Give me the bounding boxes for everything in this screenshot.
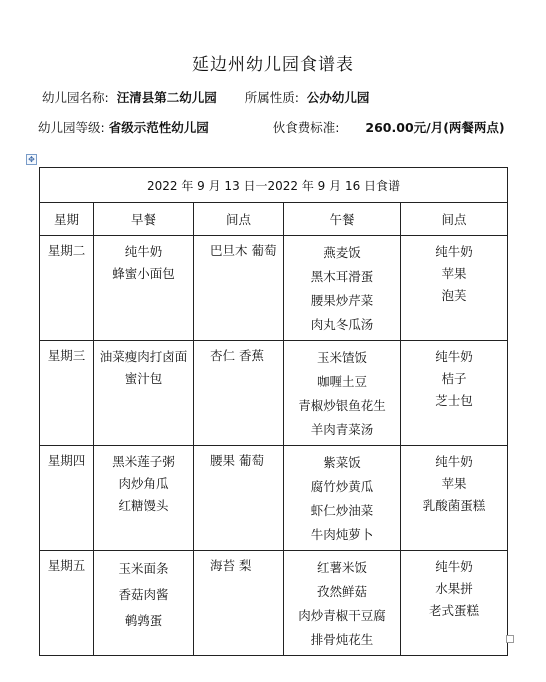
snack-2-cell [401,446,508,551]
lunch-cell [284,551,401,656]
lunch-item: 青椒炒银鱼花生 [298,398,386,413]
breakfast-item: 纯牛奶 [124,244,163,259]
breakfast-cell [94,341,194,446]
page-title: 延边州幼儿园食谱表 [192,55,354,75]
lunch-item: 排骨炖花生 [310,632,374,647]
header-lunch: 午餐 [284,203,401,236]
lunch-cell [284,446,401,551]
lunch-item: 红薯米饭 [316,560,367,575]
lunch-item: 黑木耳滑蛋 [310,269,374,284]
breakfast-cell [94,446,194,551]
nature-value: 公办幼儿园 [306,90,370,105]
snack-2-item: 老式蛋糕 [429,603,480,618]
lunch-item: 肉炒青椒干豆腐 [298,608,386,623]
breakfast-item: 玉米面条 [118,561,169,576]
header-snack-1: 间点 [194,203,284,236]
snack-2-item: 芝士包 [435,393,473,408]
info-row-2 [38,118,505,136]
nature-label: 所属性质: [244,90,299,105]
lunch-cell [284,236,401,341]
grade-label: 幼儿园等级: [38,120,105,135]
date-row [40,168,508,203]
lunch-item: 玉米馇饭 [316,350,367,365]
day-cell: 星期三 [40,341,94,446]
snack-2-item: 苹果 [441,476,467,491]
info-row-1 [42,88,369,106]
lunch-item: 虾仁炒油菜 [310,503,374,518]
day-cell: 星期二 [40,236,94,341]
snack-2-item: 纯牛奶 [435,559,473,574]
lunch-item: 腐竹炒黄瓜 [310,479,374,494]
fee-value: 260.00元/月(两餐两点) [365,120,505,135]
table-row [40,446,508,551]
day-cell: 星期五 [40,551,94,656]
kindergarten-label: 幼儿园名称: [42,90,109,105]
lunch-item: 燕麦饭 [323,245,361,260]
snack-1-cell: 海苔 梨 [194,551,284,656]
lunch-item: 肉丸冬瓜汤 [310,317,374,332]
breakfast-item: 肉炒角瓜 [118,476,169,491]
grade-value: 省级示范性幼儿园 [108,120,209,135]
snack-1-cell: 巴旦木 葡萄 [194,236,284,341]
table-move-handle-icon[interactable]: ✥ [26,154,37,165]
lunch-item: 孜然鲜菇 [316,584,367,599]
table-resize-handle-icon[interactable] [506,635,514,643]
snack-2-item: 纯牛奶 [435,454,473,469]
lunch-item: 牛肉炖萝卜 [310,527,374,542]
header-breakfast: 早餐 [94,203,194,236]
lunch-item: 紫菜饭 [323,455,361,470]
table-row [40,236,508,341]
day-cell: 星期四 [40,446,94,551]
snack-2-cell [401,341,508,446]
snack-2-cell [401,236,508,341]
snack-2-item: 纯牛奶 [435,244,473,259]
snack-2-item: 苹果 [441,266,467,281]
date-range-cell: 2022 年 9 月 13 日一2022 年 9 月 16 日食谱 [40,168,508,203]
breakfast-item: 鹌鹑蛋 [124,613,163,628]
snack-2-cell [401,551,508,656]
table-row [40,551,508,656]
breakfast-item: 蜜汁包 [124,371,163,386]
snack-2-item: 纯牛奶 [435,349,473,364]
breakfast-item: 蜂蜜小面包 [112,266,175,281]
header-weekday: 星期 [40,203,94,236]
breakfast-item: 油菜瘦肉打卤面 [99,349,188,364]
header-row [40,203,508,236]
breakfast-item: 香菇肉酱 [118,587,169,602]
snack-2-item: 桔子 [441,371,467,386]
lunch-item: 咖喱土豆 [316,374,367,389]
snack-2-item: 乳酸菌蛋糕 [422,498,486,513]
breakfast-cell [94,236,194,341]
breakfast-cell [94,551,194,656]
breakfast-item: 红糖馒头 [118,498,169,513]
snack-1-cell: 腰果 葡萄 [194,446,284,551]
header-snack-2: 间点 [401,203,508,236]
snack-2-item: 水果拼 [435,581,473,596]
lunch-item: 腰果炒芹菜 [310,293,374,308]
menu-table [39,167,508,656]
snack-2-item: 泡芙 [441,288,467,303]
table-row [40,341,508,446]
kindergarten-value: 汪清县第二幼儿园 [116,90,217,105]
snack-1-cell: 杏仁 香蕉 [194,341,284,446]
lunch-item: 羊肉青菜汤 [310,422,374,437]
breakfast-item: 黑米莲子粥 [112,454,175,469]
lunch-cell [284,341,401,446]
fee-label: 伙食费标准: [272,120,340,135]
